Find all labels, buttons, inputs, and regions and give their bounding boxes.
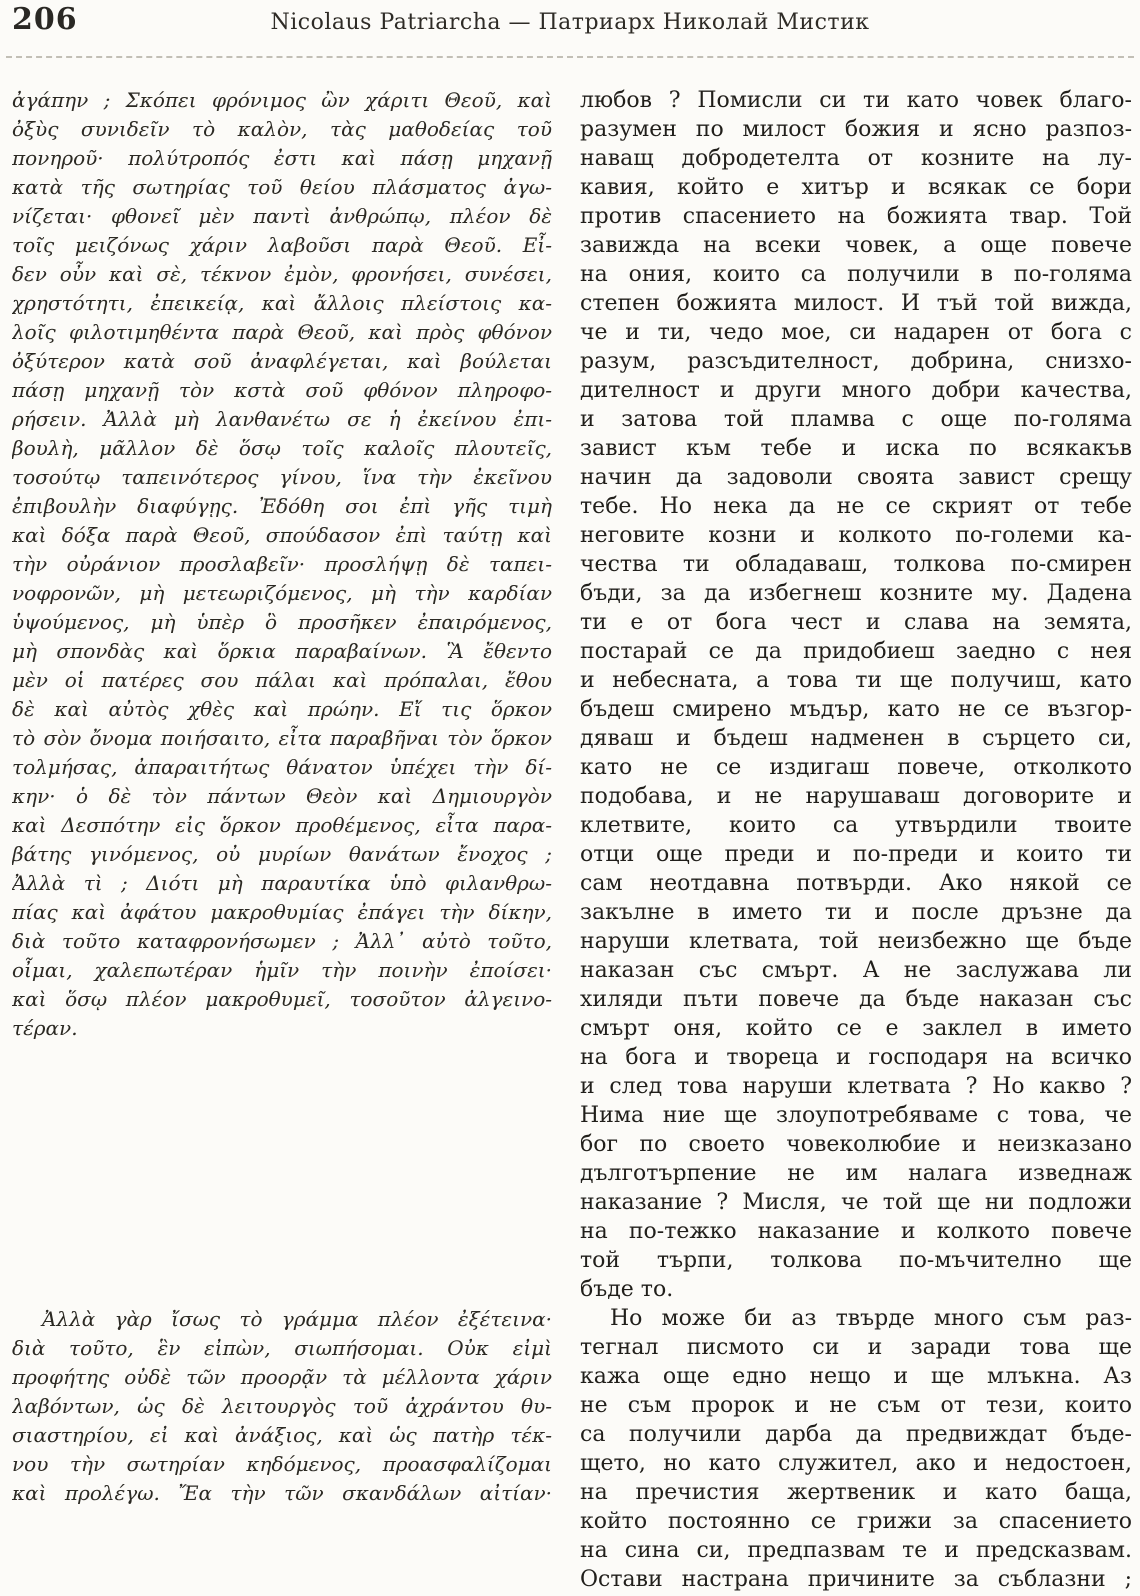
text-line: ἀγάπην ; Σκόπει φρόνιμος ὢν χάριτι Θεοῦ, καὶ	[12, 88, 552, 112]
text-line: ὀξὺς συνιδεῖν τὸ καλὸν, τὰς μαθοδείας τοῦ	[12, 117, 552, 141]
text-line: разумен по милост божия и ясно разпоз-	[580, 117, 1132, 142]
text-line: νίζεται· φθονεῖ μὲν παντὶ ἀνθρώπῳ, πλέον δὲ	[12, 204, 552, 228]
text-line: ἐπιβουλὴν διαφύγῃς. Ἐδόθη σοι ἐπὶ γῆς τιμὴ	[12, 494, 552, 518]
text-line: бъде то.	[580, 1277, 674, 1302]
text-line: διὰ τοῦτο, ἓν εἰπὼν, σιωπήσομαι. Οὐκ εἰμὶ	[12, 1336, 552, 1360]
text-line: наващ добродетелта от козните на лу-	[580, 146, 1132, 171]
text-line: ти е от бога чест и слава на земята,	[580, 610, 1132, 635]
text-line: бъди, за да избегнеш козните му. Дадена	[580, 581, 1132, 606]
text-line: и небесната, а това ти ще получиш, като	[580, 668, 1132, 693]
text-line: и след това наруши клетвата ? Но какво ?	[580, 1074, 1132, 1099]
text-line: Ἀλλὰ τὶ ; Διότι μὴ παραυτίκα ὑπὸ φιλανθρω-	[12, 871, 552, 895]
text-line: на ония, които са получили в по-голяма	[580, 262, 1132, 287]
paragraph	[580, 1304, 1132, 1594]
text-line: καὶ προλέγω. Ἔα τὴν τῶν σκανδάλων αἰτίαν·	[12, 1481, 552, 1505]
text-line: νου τὴν σωτηρίαν κηδόμενος, προασφαλίζομαι	[12, 1452, 552, 1476]
text-line: μὴ σπονδὰς καὶ ὅρκια παραβαίνων. Ἃ ἔθεντο	[12, 639, 552, 663]
text-line: закълне в името ти и после дръзне да	[580, 900, 1132, 925]
text-line: πονηροῦ· πολύτροπός ἐστι καὶ πάσῃ μηχανῇ	[12, 146, 552, 170]
text-line: πάσῃ μηχανῇ τὸν κστὰ σοῦ φθόνον πληροφο-	[12, 378, 552, 402]
text-line: καὶ ὅσῳ πλέον μακροθυμεῖ, τοσοῦτον ἀλγεινο-	[12, 987, 552, 1011]
paragraph	[12, 1305, 552, 1508]
text-line: дълготърпение не им налага изведнаж	[580, 1161, 1132, 1186]
text-line: против спасението на божията твар. Той	[580, 204, 1132, 229]
text-line: πίας καὶ ἀφάτου μακροθυμίας ἐπάγει τὴν δίκην,	[12, 900, 552, 924]
text-line: на сина си, предпазвам те и предсказвам.	[580, 1538, 1132, 1563]
paragraph	[580, 86, 1132, 1304]
text-line: тебе. Но нека да не се скрият от тебе	[580, 494, 1132, 519]
text-line: τὴν οὐράνιον προσλαβεῖν· προσλήψῃ δὲ ταπει-	[12, 552, 552, 576]
text-line: като не се издигаш повече, отколкото	[580, 755, 1132, 780]
text-line: неговите козни и колкото по-големи ка-	[580, 523, 1132, 548]
text-line: тегнал писмото си и заради това ще	[580, 1335, 1132, 1360]
text-line: че и ти, чедо мое, си надарен от бога с	[580, 320, 1132, 345]
text-line: Нима ние ще злоупотребяваме с това, че	[580, 1103, 1132, 1128]
text-line: отци още преди и по-преди и които ти	[580, 842, 1132, 867]
text-line: не съм пророк и не съм от тези, които	[580, 1393, 1132, 1418]
text-line: ὀξύτερον κατὰ σοῦ ἀναφλέγεται, καὶ βούλεται	[12, 349, 552, 373]
text-line: λαβόντων, ὡς δὲ λειτουργὸς τοῦ ἀχράντου θυ-	[12, 1394, 552, 1418]
text-line: дителност и други много добри качества,	[580, 378, 1132, 403]
text-line: смърт оня, който се е заклел в името	[580, 1016, 1132, 1041]
text-line: подобава, и не нарушаваш договорите и	[580, 784, 1132, 809]
text-line: καὶ δόξα παρὰ Θεοῦ, σπούδασον ἐπὶ ταύτῃ καὶ	[12, 523, 552, 547]
text-line: Но може би аз твърде много съм раз-	[610, 1306, 1132, 1331]
running-title: Nicolaus Patriarcha — Патриарх Николай Мистик	[270, 10, 870, 35]
text-line: щето, но като служител, ако и недостоен,	[580, 1451, 1132, 1476]
text-line: наказание ? Мисля, че той ще ни подложи	[580, 1190, 1132, 1215]
text-line: ρήσειν. Ἀλλὰ μὴ λανθανέτω σε ἡ ἐκείνου ἐπι-	[12, 407, 552, 431]
text-line: καὶ Δεσπότην εἰς ὅρκον προθέμενος, εἶτα παρα-	[12, 813, 552, 837]
text-line: клетвите, които са утвърдили твоите	[580, 813, 1132, 838]
bulgarian-text-column	[580, 86, 1132, 1594]
text-line: τοῖς μειζόνως χάριν λαβοῦσι παρὰ Θεοῦ. Εἶ-	[12, 233, 552, 257]
text-line: σιαστηρίου, εἰ καὶ ἀνάξιος, καὶ ὡς πατὴρ τέκ-	[12, 1423, 552, 1447]
text-line: νοφρονῶν, μὴ μετεωριζόμενος, μὴ τὴν καρδίαν	[12, 581, 552, 605]
text-line: завижда на всеки човек, а още повече	[580, 233, 1132, 258]
text-line: ὑψούμενος, μὴ ὑπὲρ ὃ προσῆκεν ἐπαιρόμενος,	[12, 610, 552, 634]
text-line: сам неотдавна потвърди. Ако някой се	[580, 871, 1132, 896]
text-line: на пречистия жертвеник и като баща,	[580, 1480, 1132, 1505]
text-line: завист към тебе и иска по всякакъв	[580, 436, 1132, 461]
text-line: бог по своето човеколюбие и неизказано	[580, 1132, 1132, 1157]
text-line: наказан със смърт. А не заслужава ли	[580, 958, 1132, 983]
text-line: той търпи, толкова по-мъчително ще	[580, 1248, 1132, 1273]
text-line: προφήτης οὐδὲ τῶν προορᾷν τὰ μέλλοντα χάριν	[12, 1365, 552, 1389]
text-line: на по-тежко наказание и колкото повече	[580, 1219, 1132, 1244]
text-line: разум, разсъдителност, добрина, снизхо-	[580, 349, 1132, 374]
text-line: степен божията милост. И тъй той вижда,	[580, 291, 1132, 316]
text-line: δεν οὖν καὶ σὲ, τέκνον ἐμὸν, φρονήσει, συνέσει,	[12, 262, 552, 286]
text-line: кажа още едно нещо и ще млъкна. Аз	[580, 1364, 1132, 1389]
text-line: и затова той пламва с още по-голяма	[580, 407, 1132, 432]
text-line: чества ти обладаваш, толкова по-смирен	[580, 552, 1132, 577]
header-rule	[6, 56, 1134, 58]
text-line: τοσούτῳ ταπεινότερος γίνου, ἵνα τὴν ἐκεῖνου	[12, 465, 552, 489]
two-column-text-area	[0, 58, 1140, 1594]
text-line: τὸ σὸν ὄνομα ποιήσαιτο, εἶτα παραβῆναι τὸν ὅρκον	[12, 726, 552, 750]
text-line: κην· ὁ δὲ τὸν πάντων Θεὸν καὶ Δημιουργὸν	[12, 784, 552, 808]
paragraph	[12, 86, 552, 1043]
greek-text-column	[12, 86, 552, 1594]
text-line: δὲ καὶ αὐτὸς χθὲς καὶ πρώην. Εἴ τις ὅρκον	[12, 697, 552, 721]
text-line: начин да задоволи своята завист срещу	[580, 465, 1132, 490]
text-line: който постоянно се грижи за спасението	[580, 1509, 1132, 1534]
text-line: бъдеш смирено мъдър, като не се възгор-	[580, 697, 1132, 722]
text-line: τολμήσας, ἀπαραιτήτως θάνατον ὑπέχει τὴν δί-	[12, 755, 552, 779]
text-line: μὲν οἱ πατέρες σου πάλαι καὶ πρόπαλαι, ἔθου	[12, 668, 552, 692]
text-line: хиляди пъти повече да бъде наказан със	[580, 987, 1132, 1012]
text-line: Остави настрана причините за съблазни ;	[580, 1567, 1132, 1592]
text-line: τέραν.	[12, 1016, 78, 1040]
text-line: χρηστότητι, ἐπεικείᾳ, καὶ ἄλλοις πλείστοις κα-	[12, 291, 552, 315]
text-line: κατὰ τῆς σωτηρίας τοῦ θείου πλάσματος ἀγω-	[12, 175, 552, 199]
text-line: οἶμαι, χαλεπωτέραν ἡμῖν τὴν ποινὴν ἐποίσει·	[12, 958, 552, 982]
text-line: λοῖς φιλοτιμηθέντα παρὰ Θεοῦ, καὶ πρὸς φθόνον	[12, 320, 552, 344]
page-number: 206	[12, 2, 78, 37]
text-line: на бога и твореца и господаря на всичко	[580, 1045, 1132, 1070]
text-line: любов ? Помисли си ти като човек благо-	[580, 88, 1132, 113]
text-line: дяваш и бъдеш надменен в сърцето си,	[580, 726, 1132, 751]
text-line: постарай се да придобиеш заедно с нея	[580, 639, 1132, 664]
text-line: βάτης γινόμενος, οὐ μυρίων θανάτων ἔνοχος ;	[12, 842, 552, 866]
text-line: διὰ τοῦτο καταφρονήσωμεν ; Ἀλλ᾽ αὐτὸ τοῦτο,	[12, 929, 552, 953]
text-line: са получили дарба да предвиждат бъде-	[580, 1422, 1132, 1447]
text-line: наруши клетвата, той неизбежно ще бъде	[580, 929, 1132, 954]
text-line: βουλὴ, μᾶλλον δὲ ὅσῳ τοῖς καλοῖς πλουτεῖς,	[12, 436, 552, 460]
text-line: Ἀλλὰ γὰρ ἴσως τὸ γράμμα πλέον ἐξέτεινα·	[42, 1307, 552, 1331]
page-header	[0, 0, 1140, 48]
text-line: кавия, който е хитър и всякак се бори	[580, 175, 1132, 200]
